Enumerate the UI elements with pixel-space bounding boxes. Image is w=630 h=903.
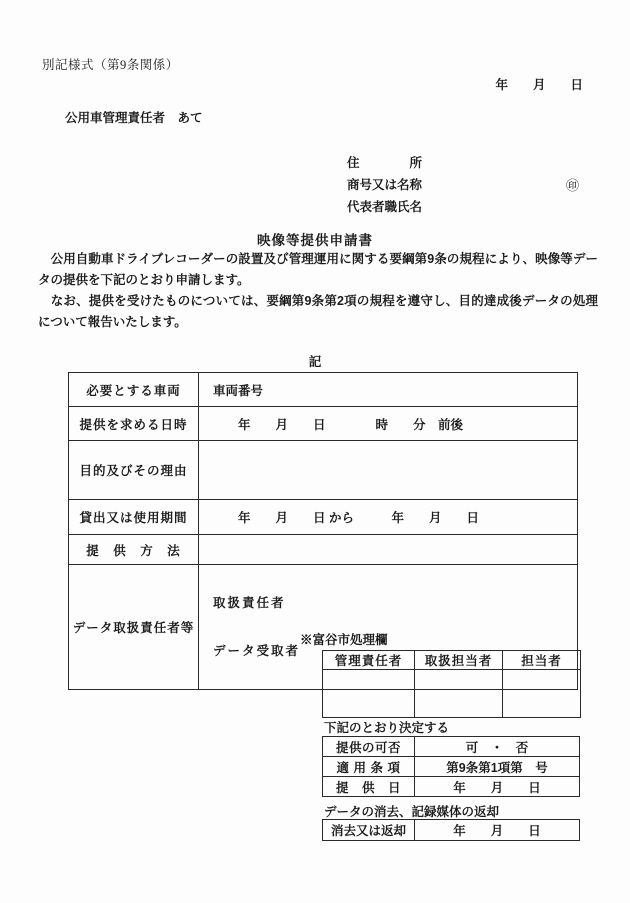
- ki-heading: 記: [308, 355, 322, 369]
- addressee-line: 公用車管理責任者 あて: [65, 111, 203, 125]
- row-value: 可 ・ 否: [415, 737, 580, 757]
- body-paragraph: 公用自動車ドライブレコーダーの設置及び管理運用に関する要綱第9条の規程により、映像等データの提供を下記のとおり申請します。: [38, 252, 598, 287]
- city-processing-heading: ※富谷市処理欄: [300, 633, 388, 647]
- decision-row-clause: [323, 757, 580, 777]
- row-label: 目的及びその理由: [69, 441, 199, 500]
- row-label: データ取扱責任者等: [69, 565, 199, 690]
- page-title: 映像等提供申請書: [257, 233, 373, 248]
- row-label: 提 供 日: [323, 777, 415, 797]
- row-value: 第9条第1項第 号: [415, 757, 580, 777]
- table-row-method: [69, 535, 578, 565]
- applicant-block: [347, 152, 422, 218]
- row-label: 提 供 方 法: [69, 535, 199, 565]
- decision-row-provision-date: [323, 777, 580, 797]
- erasure-heading: データの消去、記録媒体の返却: [324, 805, 500, 819]
- approval-stamp-cell: [323, 670, 415, 718]
- row-label: 提供の可否: [323, 737, 415, 757]
- row-label: 必要とする車両: [69, 373, 199, 407]
- form-reference: 別記様式（第9条関係）: [42, 58, 179, 72]
- row-value: [199, 535, 578, 565]
- application-date-line: 年 月 日: [495, 78, 583, 92]
- seal-mark-icon: ㊞: [566, 178, 580, 193]
- row-label: 提供を求める日時: [69, 407, 199, 441]
- applicant-representative-label: 代表者職氏名: [347, 200, 423, 214]
- row-label: 適 用 条 項: [323, 757, 415, 777]
- row-value: 年 月 日: [415, 777, 580, 797]
- approval-header-cell: 管理責任者: [323, 651, 415, 670]
- decision-table: [322, 736, 580, 797]
- applicant-company-label: 商号又は名称: [347, 178, 423, 192]
- row-value: 年 月 日 時 分 前後: [199, 407, 578, 441]
- erasure-table: [322, 819, 580, 841]
- body-paragraph: なお、提供を受けたものについては、要綱第9条第2項の規程を遵守し、目的達成後データの処理について報告いたします。: [38, 294, 598, 329]
- table-row-period: [69, 500, 578, 535]
- receiver-line: データ受取者: [213, 644, 301, 658]
- approval-stamp-table: [322, 650, 581, 718]
- table-row-vehicle: [69, 373, 578, 407]
- row-value: 車両番号: [199, 373, 578, 407]
- approval-header-row: [323, 651, 581, 670]
- approval-stamp-row: [323, 670, 581, 718]
- approval-header-cell: 担当者: [503, 651, 581, 670]
- applicant-address-label: 住 所: [347, 156, 423, 170]
- approval-header-cell: 取扱担当者: [415, 651, 503, 670]
- decision-row-approval: [323, 737, 580, 757]
- table-row-purpose: [69, 441, 578, 500]
- approval-stamp-cell: [415, 670, 503, 718]
- row-value: [199, 441, 578, 500]
- body-text: [38, 249, 598, 333]
- row-value: 年 月 日: [415, 820, 580, 841]
- approval-stamp-cell: [503, 670, 581, 718]
- row-value: 年 月 日 から 年 月 日: [199, 500, 578, 535]
- erasure-row: [323, 820, 580, 841]
- handler-line: 取扱責任者: [213, 596, 286, 610]
- row-label: 貸出又は使用期間: [69, 500, 199, 535]
- decision-heading: 下記のとおり決定する: [324, 721, 450, 735]
- row-label: 消去又は返却: [323, 820, 415, 841]
- table-row-datetime: [69, 407, 578, 441]
